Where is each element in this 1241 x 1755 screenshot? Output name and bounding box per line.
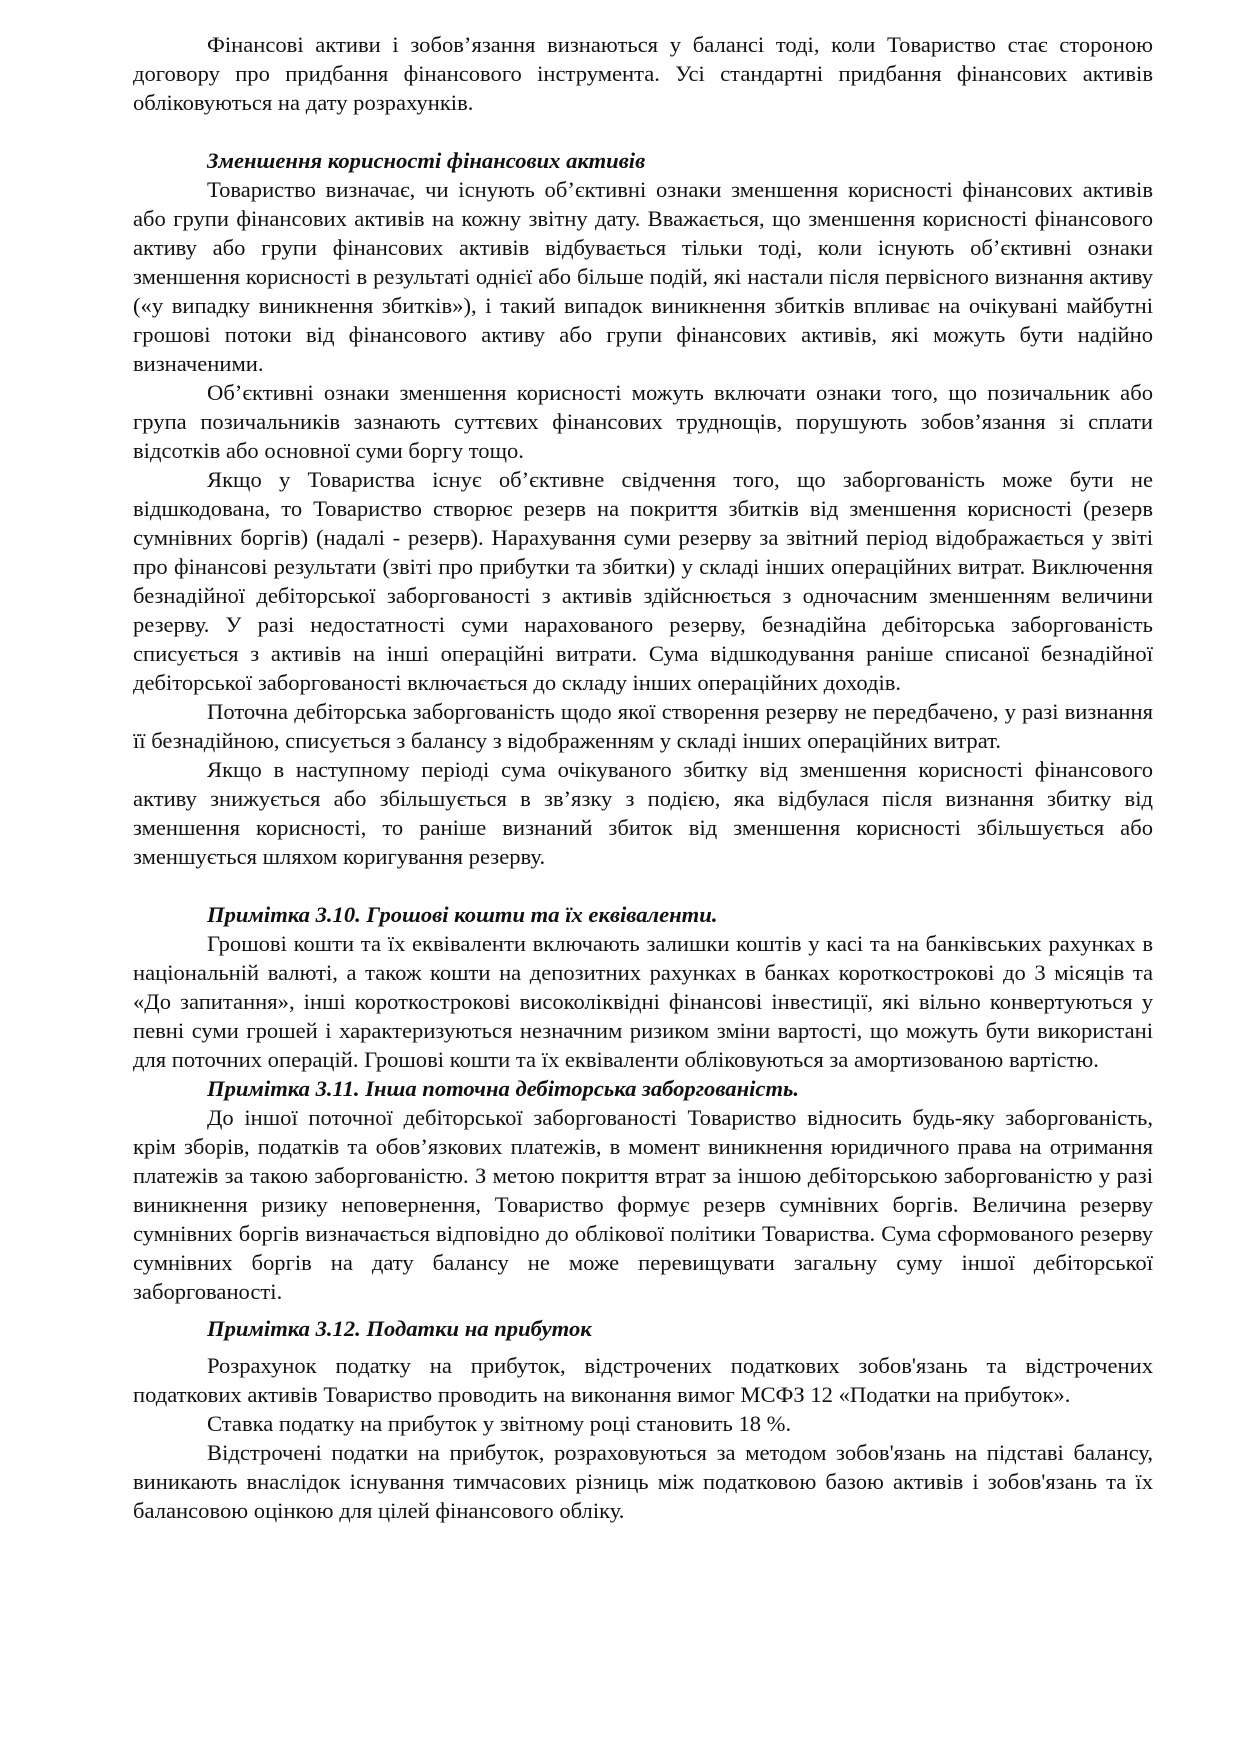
note-3-11-heading: Примітка 3.11. Інша поточна дебіторська заборгованість. — [207, 1076, 799, 1101]
note-3-12-paragraph-2: Ставка податку на прибуток у звітному році становить 18 %. — [207, 1411, 792, 1436]
note-3-12-heading: Примітка 3.12. Податки на прибуток — [207, 1316, 592, 1341]
note-3-12-paragraph-3: Відстрочені податки на прибуток, розраховуються за методом зобов'язань на підставі балансу, виникають внаслідок існування тимчасових різниць між податковою базою активів і зобов'язань та їх балансовою оцінкою для цілей фінансового обліку. — [133, 1440, 1153, 1523]
impairment-paragraph-5: Якщо в наступному періоді сума очікуваного збитку від зменшення корисності фінансового активу знижується або збільшується в зв’язку з подією, яка відбулася після визнання збитку від зменшення корисності, то раніше визнаний збиток від зменшення корисності збільшується або зменшується шляхом коригування резерву. — [133, 757, 1153, 869]
note-3-11-paragraph: До іншої поточної дебіторської заборгованості Товариство відносить будь-яку заборгованість, крім зборів, податків та обов’язкових платежів, в момент виникнення юридичного права на отримання платежів за такою заборгованістю. З метою покриття втрат за іншою дебіторською заборгованістю у разі виникнення ризику неповернення, Товариство формує резерв сумнівних боргів. Величина резерву сумнівних боргів визначається відповідно до облікової політики Товариства. Сума сформованого резерву сумнівних боргів на дату балансу не може перевищувати загальну суму іншої дебіторської заборгованості. — [133, 1105, 1153, 1304]
impairment-heading: Зменшення корисності фінансових активів — [207, 148, 646, 173]
note-3-10-paragraph: Грошові кошти та їх еквіваленти включають залишки коштів у касі та на банківських рахунках в національній валюті, а також кошти на депозитних рахунках в банках короткострокові до 3 місяців та «До запитання», інші короткострокові високоліквідні фінансові інвестиції, які вільно конвертуються у певні суми грошей і характеризуються незначним ризиком зміни вартості, що можуть бути використані для поточних операцій. Грошові кошти та їх еквіваленти обліковуються за амортизованою вартістю. — [133, 931, 1153, 1072]
note-3-12-paragraph-1: Розрахунок податку на прибуток, відстрочених податкових зобов'язань та відстрочених податкових активів Товариство проводить на виконання вимог МСФЗ 12 «Податки на прибуток». — [133, 1353, 1153, 1407]
document-page — [133, 30, 1153, 1525]
impairment-paragraph-1: Товариство визначає, чи існують об’єктивні ознаки зменшення корисності фінансових активів або групи фінансових активів на кожну звітну дату. Вважається, що зменшення корисності фінансового активу або групи фінансових активів відбувається тільки тоді, коли існують об’єктивні ознаки зменшення корисності в результаті однієї або більше подій, які настали після первісного визнання активу («у випадку виникнення збитків»), і такий випадок виникнення збитків впливає на очікувані майбутні грошові потоки від фінансового активу або групи фінансових активів, які можуть бути надійно визначеними. — [133, 177, 1153, 376]
impairment-paragraph-3: Якщо у Товариства існує об’єктивне свідчення того, що заборгованість може бути не відшкодована, то Товариство створює резерв на покриття збитків від зменшення корисності (резерв сумнівних боргів) (надалі - резерв). Нарахування суми резерву за звітний період відображається у звіті про фінансові результати (звіті про прибутки та збитки) у складі інших операційних витрат. Виключення безнадійної дебіторської заборгованості з активів здійснюється з одночасним зменшенням величини резерву. У разі недостатності суми нарахованого резерву, безнадійна дебіторська заборгованість списується з активів на інші операційні витрати. Сума відшкодування раніше списаної безнадійної дебіторської заборгованості включається до складу інших операційних доходів. — [133, 467, 1153, 695]
impairment-paragraph-4: Поточна дебіторська заборгованість щодо якої створення резерву не передбачено, у разі визнання її безнадійною, списується з балансу з відображенням у складі інших операційних витрат. — [133, 699, 1153, 753]
note-3-10-heading: Примітка 3.10. Грошові кошти та їх еквіваленти. — [207, 902, 718, 927]
intro-paragraph: Фінансові активи і зобов’язання визнаються у балансі тоді, коли Товариство стає стороною договору про придбання фінансового інструмента. Усі стандартні придбання фінансових активів обліковуються на дату розрахунків. — [133, 32, 1153, 115]
impairment-paragraph-2: Об’єктивні ознаки зменшення корисності можуть включати ознаки того, що позичальник або група позичальників зазнають суттєвих фінансових труднощів, порушують зобов’язання зі сплати відсотків або основної суми боргу тощо. — [133, 380, 1153, 463]
